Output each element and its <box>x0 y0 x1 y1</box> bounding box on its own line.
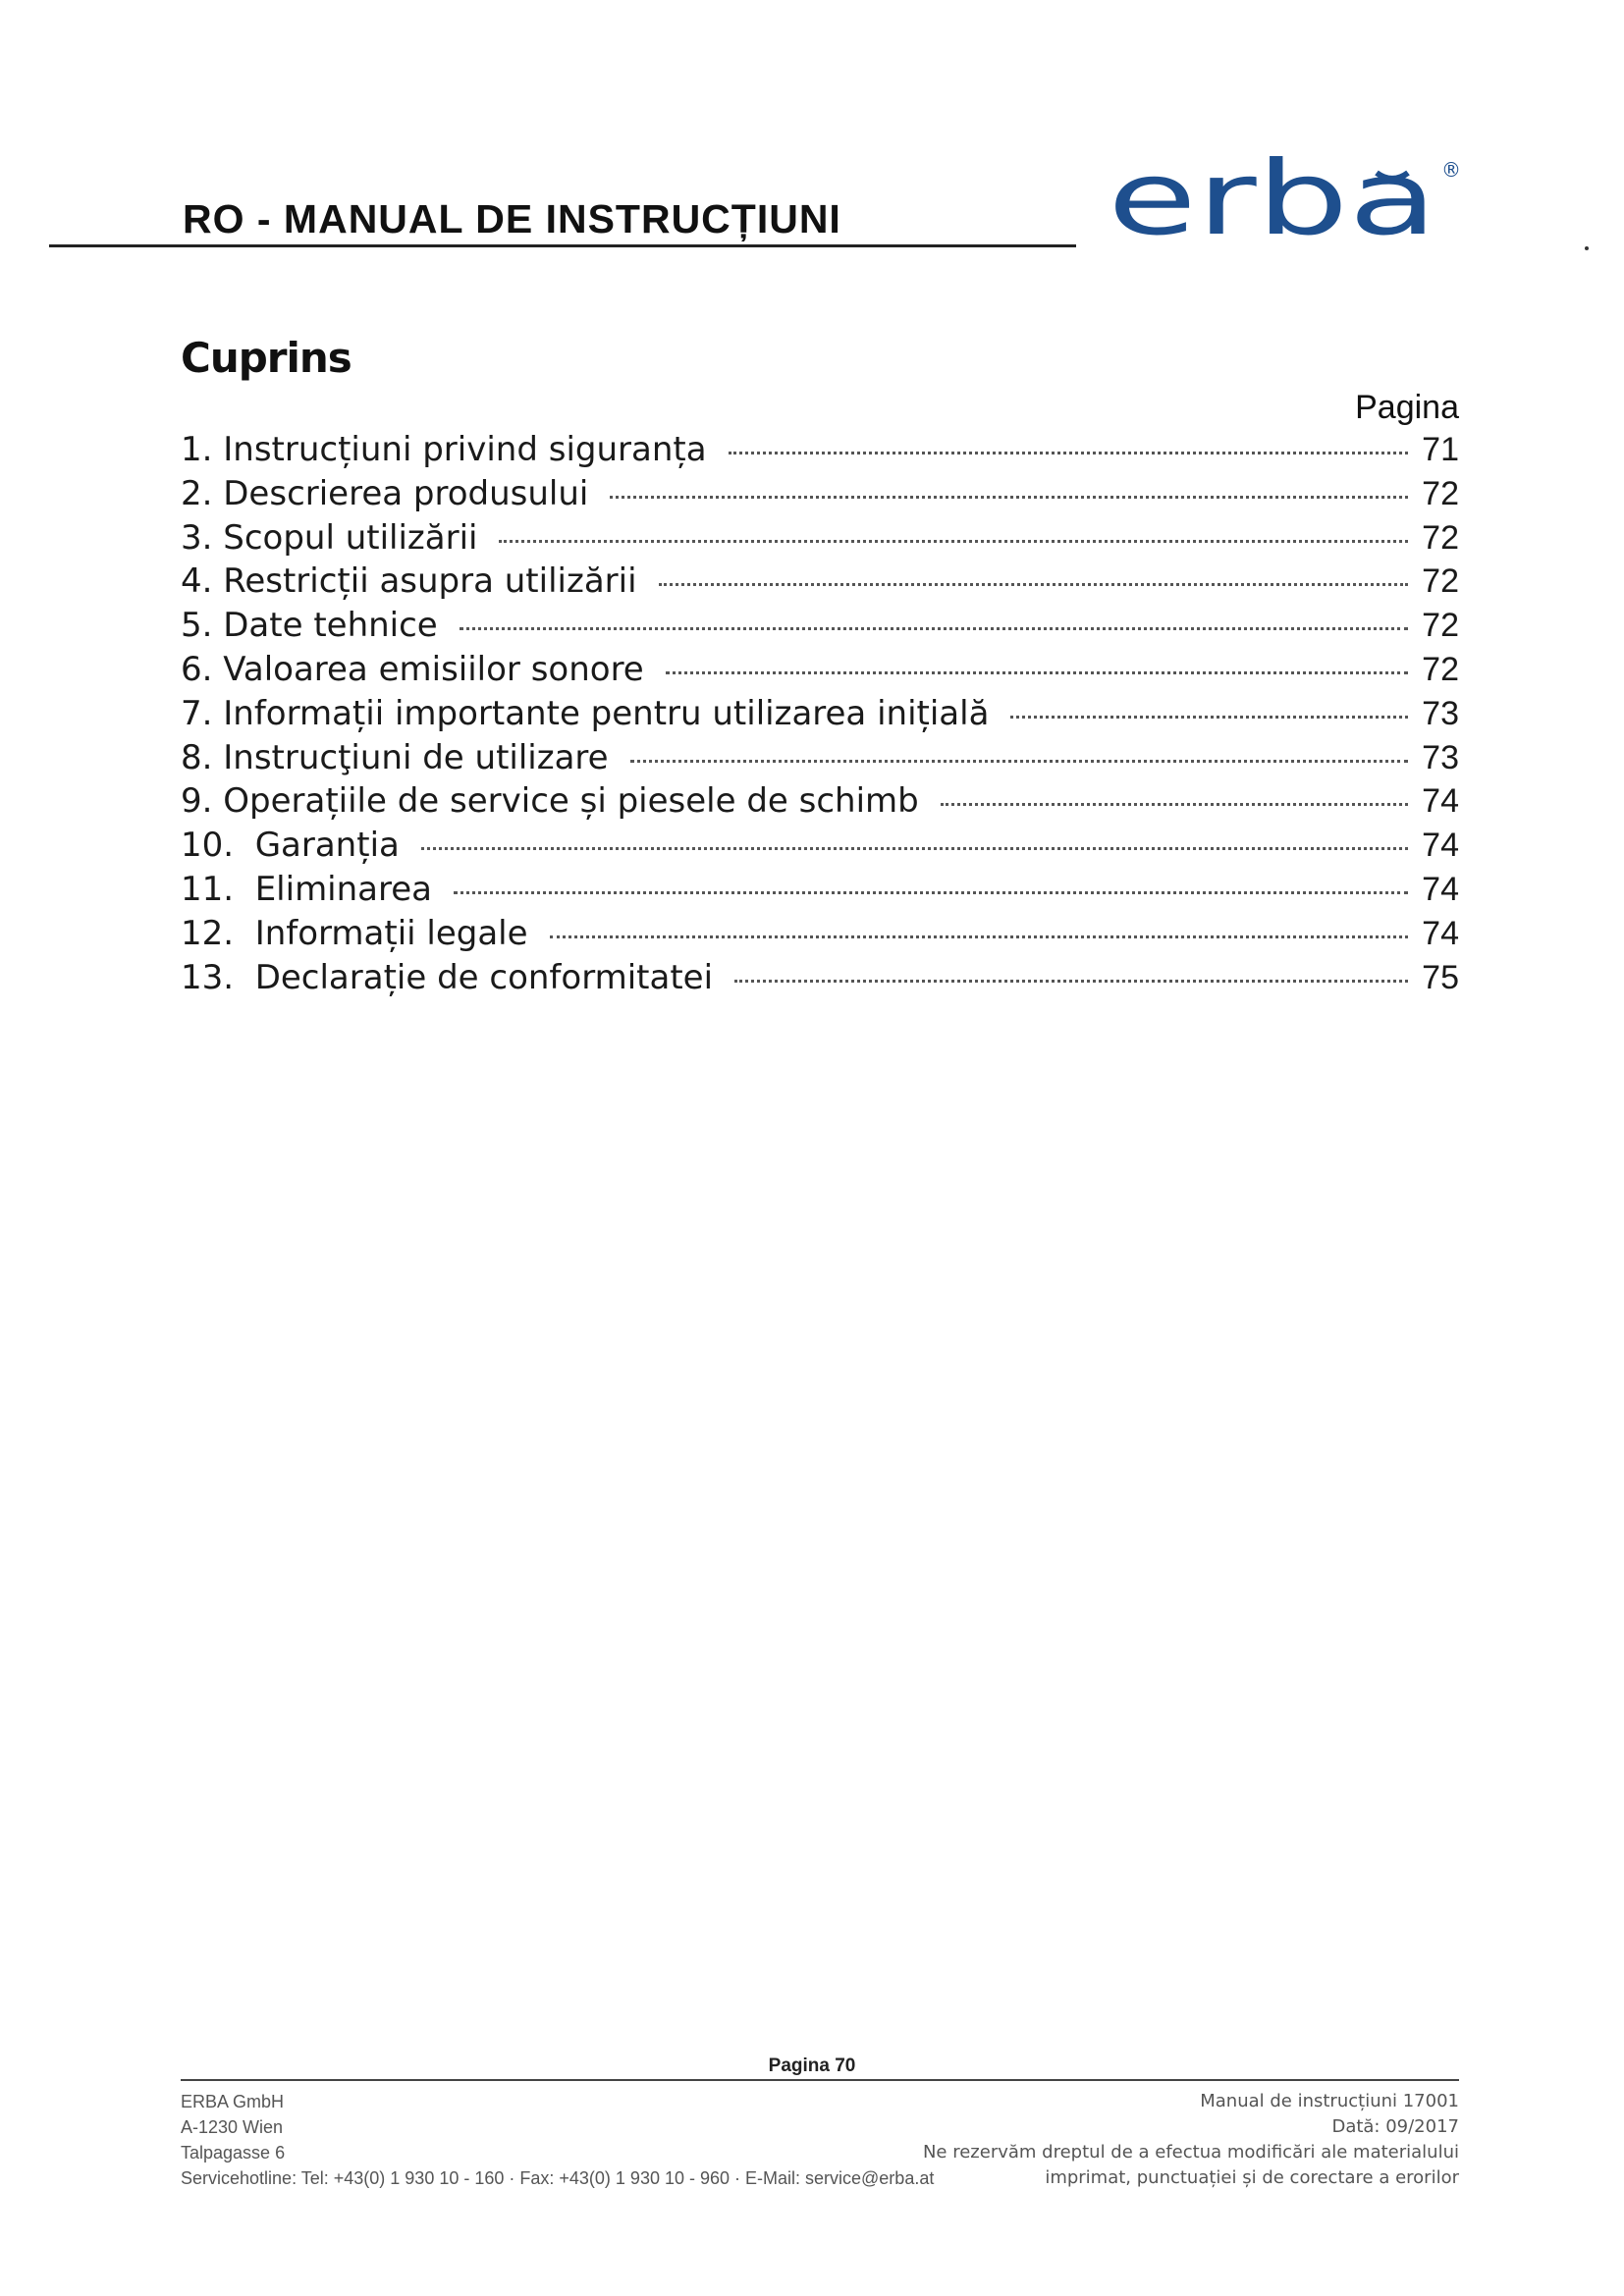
dot-leader <box>659 583 1408 586</box>
toc-item-title: Restricții asupra utilizării <box>223 561 637 602</box>
toc-item-number: 6. <box>181 649 224 689</box>
toc-item-3[interactable] <box>181 516 1459 561</box>
disclaimer-line-2: imprimat, punctuației și de corectare a erorilor <box>1045 2167 1459 2188</box>
toc-item-page: 74 <box>1422 870 1459 908</box>
toc-item-page: 74 <box>1422 914 1459 952</box>
toc-item-8[interactable] <box>181 736 1459 780</box>
manual-reference: Manual de instrucțiuni 17001 <box>1200 2091 1459 2111</box>
toc-item-page: 74 <box>1422 782 1459 821</box>
toc-item-page: 72 <box>1422 474 1459 512</box>
dot-leader <box>630 760 1408 763</box>
toc-item-number: 8. <box>181 737 224 777</box>
dot-leader <box>454 891 1408 894</box>
dot-leader <box>460 627 1408 630</box>
dot-leader <box>729 452 1408 454</box>
dot-leader <box>734 980 1408 983</box>
toc-item-6[interactable] <box>181 648 1459 692</box>
toc-item-page: 72 <box>1422 650 1459 688</box>
toc-item-1[interactable] <box>181 428 1459 472</box>
manual-date: Dată: 09/2017 <box>1331 2116 1459 2137</box>
company-name: ERBA GmbH <box>181 2092 285 2111</box>
dot-leader <box>1010 716 1408 719</box>
dot-leader <box>421 847 1408 850</box>
toc-item-11[interactable] <box>181 868 1459 912</box>
dot-leader <box>550 935 1408 938</box>
toc-item-number: 1. <box>181 430 224 469</box>
dot-leader <box>610 496 1408 499</box>
toc-item-title: Valoarea emisiilor sonore <box>223 649 644 689</box>
toc-item-page: 74 <box>1422 827 1459 865</box>
toc-heading: Cuprins <box>181 334 352 382</box>
toc-item-number: 3. <box>181 517 224 558</box>
toc-item-title: Eliminarea <box>254 869 432 909</box>
page-column-label: Pagina <box>1355 389 1459 426</box>
document-title: RO - MANUAL DE INSTRUCȚIUNI <box>183 196 841 241</box>
toc-item-12[interactable] <box>181 912 1459 956</box>
dot-leader <box>941 803 1408 806</box>
erba-logo <box>1108 155 1467 253</box>
disclaimer-line-1: Ne rezervăm dreptul de a efectua modificări ale materialului <box>922 2142 1459 2163</box>
toc-item-title: Garanția <box>254 826 400 866</box>
toc-item-number: 11. <box>181 869 255 909</box>
toc-item-2[interactable] <box>181 472 1459 516</box>
logo-wordmark: erba <box>1108 155 1437 253</box>
company-address <box>181 2089 934 2191</box>
registered-mark: ® <box>1441 158 1461 182</box>
postal-code: A-1230 Wien <box>181 2117 284 2137</box>
toc-item-title: Operațiile de service și piesele de schimb <box>223 781 919 822</box>
toc-item-title: Instrucțiuni privind siguranța <box>223 430 707 469</box>
page-number: Pagina 70 <box>768 2056 856 2076</box>
toc-item-number: 4. <box>181 561 224 602</box>
header-rule <box>49 244 1076 247</box>
toc-item-title: Informații importante pentru utilizarea inițială <box>223 693 990 733</box>
toc-item-page: 73 <box>1422 694 1459 732</box>
toc-item-5[interactable] <box>181 604 1459 648</box>
manual-info <box>923 2089 1459 2191</box>
toc-item-page: 71 <box>1422 431 1459 468</box>
scan-speck <box>1585 246 1589 250</box>
toc-item-number: 13. <box>181 957 255 997</box>
toc-item-page: 73 <box>1422 738 1459 776</box>
toc-item-7[interactable] <box>181 692 1459 736</box>
footer-rule <box>181 2079 1459 2081</box>
contact-line: Servicehotline: Tel: +43(0) 1 930 10 - 160 · Fax: +43(0) 1 930 10 - 960 · E-Mail: service@erba.at <box>181 2168 935 2188</box>
toc-item-9[interactable] <box>181 779 1459 824</box>
toc-item-number: 12. <box>181 913 255 953</box>
toc-item-page: 75 <box>1422 958 1459 996</box>
toc-item-title: Scopul utilizării <box>223 517 478 558</box>
toc-item-number: 10. <box>181 826 255 866</box>
toc-item-title: Instrucţiuni de utilizare <box>223 737 609 777</box>
toc-item-title: Declarație de conformitatei <box>254 957 714 997</box>
toc-item-page: 72 <box>1422 562 1459 601</box>
dot-leader <box>499 540 1408 543</box>
toc-item-10[interactable] <box>181 824 1459 868</box>
dot-leader <box>666 671 1408 674</box>
table-of-contents <box>181 428 1459 999</box>
toc-item-4[interactable] <box>181 560 1459 604</box>
toc-item-title: Descrierea produsului <box>223 473 589 513</box>
toc-item-number: 9. <box>181 781 224 822</box>
toc-item-page: 72 <box>1422 607 1459 645</box>
toc-item-13[interactable] <box>181 956 1459 1000</box>
toc-item-title: Informații legale <box>254 913 528 953</box>
toc-item-page: 72 <box>1422 518 1459 557</box>
toc-item-title: Date tehnice <box>223 606 438 646</box>
toc-item-number: 5. <box>181 606 224 646</box>
street-address: Talpagasse 6 <box>181 2143 286 2163</box>
toc-item-number: 2. <box>181 473 224 513</box>
toc-item-number: 7. <box>181 693 224 733</box>
